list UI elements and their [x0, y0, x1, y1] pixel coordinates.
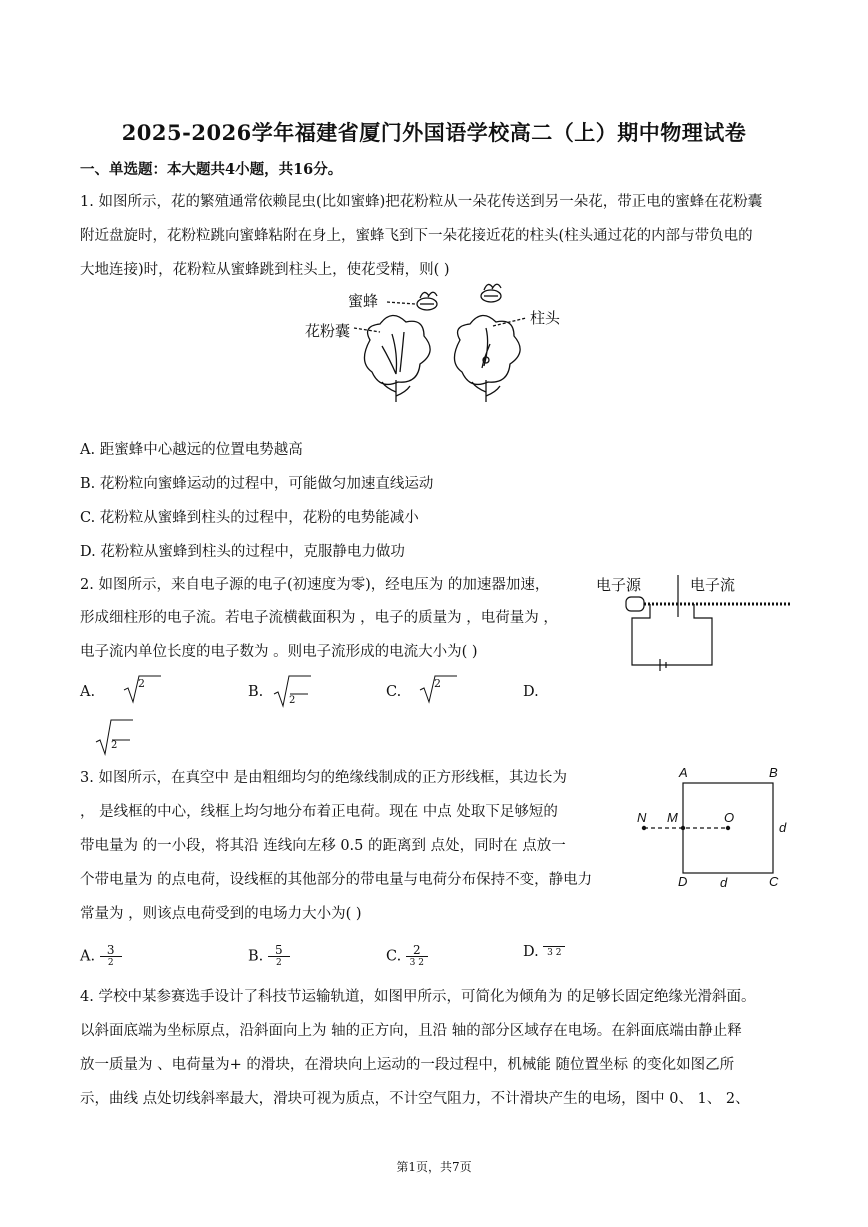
point-o-label: O [724, 810, 735, 825]
square-frame-figure [636, 768, 796, 888]
bee-label: 蜜蜂 [348, 293, 379, 310]
stigma-label: 柱头 [530, 310, 561, 327]
vertex-d-label: D [678, 874, 688, 889]
q3-line-2: ， 是线框的中心，线框上均匀地分布着正电荷。现在 中点 处取下足够短的 [80, 804, 558, 820]
q2-line-2: 形成细柱形的电子流。若电子流横截面积为 ，电子的质量为 ，电荷量为 ， [80, 610, 558, 626]
q1-option-d: D. 花粉粒从蜜蜂到柱头的过程中，克服静电力做功 [80, 544, 405, 560]
q3-option-a: A. $\frac{3}{2}$ [80, 944, 122, 969]
q2-line-1: 2. 如图所示，来自电子源的电子(初速度为零)，经电压为 的加速器加速， [80, 577, 550, 593]
q2-option-d-radicand: 2 [111, 740, 118, 751]
page-footer: 第1页，共7页 [396, 1160, 472, 1174]
point-m-label: M [667, 810, 678, 825]
q1-line-2: 附近盘旋时，花粉粒跳向蜜蜂粘附在身上，蜜蜂飞到下一朵花接近花的柱头(柱头通过花的内部与带负电的 [80, 228, 753, 244]
point-n-label: N [637, 810, 647, 825]
q1-option-a: A. 距蜜蜂中心越远的位置电势越高 [80, 442, 303, 458]
q2-option-d: D. [523, 684, 539, 700]
side-d-right-label: d [779, 820, 787, 835]
anther-label: 花粉囊 [305, 323, 351, 340]
q3-option-c: C. $\frac{2}{3 2}$ [386, 944, 428, 969]
vertex-c-label: C [769, 874, 779, 889]
q4-line-2: 以斜面底端为坐标原点，沿斜面向上为 轴的正方向，且沿 轴的部分区域存在电场。在斜面底端由静止释 [80, 1023, 742, 1039]
q1-option-c: C. 花粉粒从蜜蜂到柱头的过程中，花粉的电势能减小 [80, 510, 419, 526]
flower-bee-figure [300, 282, 580, 407]
q1-line-1: 1. 如图所示，花的繁殖通常依赖昆虫(比如蜜蜂)把花粉粒从一朵花传送到另一朵花，带正电的蜜蜂在花粉囊 [80, 194, 763, 210]
q4-line-4: 示，曲线 点处切线斜率最大，滑块可视为质点，不计空气阻力，不计滑块产生的电场，图中 0、 1、 2、 [80, 1091, 750, 1107]
electron-beam-label: 电子流 [690, 577, 736, 594]
q3-line-3: 带电量为 的一小段，将其沿 连线向左移 0.5 的距离到 点处，同时在 点放一 [80, 838, 566, 854]
q2-option-c: C. [386, 684, 402, 700]
q2-option-b: B. [248, 684, 264, 700]
vertex-b-label: B [769, 765, 778, 780]
q4-line-1: 4. 学校中某参赛选手设计了科技节运输轨道，如图甲所示，可简化为倾角为 的足够长固定绝缘光滑斜面。 [80, 989, 756, 1005]
q2-option-b-radicand: 2 [289, 695, 296, 706]
q2-option-c-radicand: 2 [434, 677, 441, 690]
page-title: 2025-2026学年福建省厦门外国语学校高二（上）期中物理试卷 [121, 120, 747, 145]
q1-option-b: B. 花粉粒向蜜蜂运动的过程中，可能做匀加速直线运动 [80, 476, 434, 492]
q2-option-a: A. [80, 684, 96, 700]
q1-line-3: 大地连接)时，花粉粒从蜜蜂跳到柱头上，使花受精，则( ) [80, 262, 450, 278]
side-d-bottom-label: d [720, 875, 728, 890]
q3-line-1: 3. 如图所示，在真空中 是由粗细均匀的绝缘线制成的正方形线框，其边长为 [80, 770, 568, 786]
q3-option-d: D. 3 2 [523, 944, 565, 960]
vertex-a-label: A [679, 765, 688, 780]
electron-source-label: 电子源 [596, 577, 642, 594]
q4-line-3: 放一质量为 、电荷量为+ 的滑块，在滑块向上运动的一段过程中，机械能 随位置坐标 的变化如图乙所 [80, 1057, 735, 1073]
q3-line-4: 个带电量为 的点电荷，设线框的其他部分的带电量与电荷分布保持不变，静电力 [80, 872, 593, 888]
q3-option-b: B. $\frac{5}{2}$ [248, 944, 290, 969]
section-heading: 一、单选题：本大题共4小题，共16分。 [80, 161, 343, 178]
q3-line-5: 常量为 ，则该点电荷受到的电场力大小为( ) [80, 906, 362, 922]
q2-option-a-radicand: 2 [138, 677, 145, 690]
q2-line-3: 电子流内单位长度的电子数为 。则电子流形成的电流大小为( ) [80, 644, 478, 660]
